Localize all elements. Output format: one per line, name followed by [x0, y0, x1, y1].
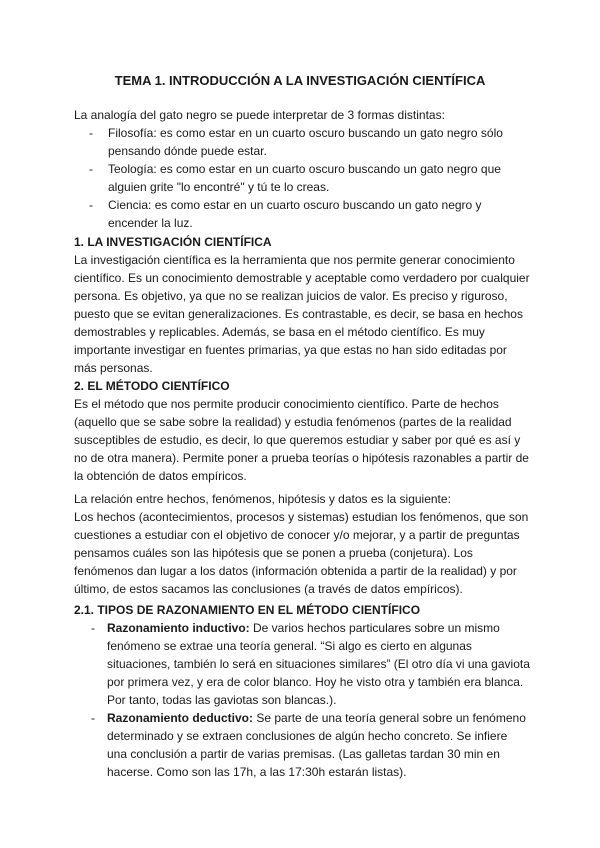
dash-bullet: - [91, 711, 95, 725]
list-item-text: Se parte de una teoría general sobre un fenómeno determinado y se extraen conclusiones de algún hecho concreto. Se infiere una conclusión a partir de varias premisas. (Las galletas tardan 30 min en hacerse. Como son las 17h, a las 17:30h estarán listas). [107, 711, 526, 779]
section-heading: 1. LA INVESTIGACIÓN CIENTÍFICA [74, 235, 272, 249]
term-inductivo: Razonamiento inductivo: [107, 621, 250, 635]
intro-list [74, 124, 530, 232]
dash-bullet: - [89, 126, 93, 140]
reasoning-list [74, 619, 530, 781]
list-item-text: Filosofía: es como estar en un cuarto oscuro buscando un gato negro sólo pensando dónde puede estar. [108, 126, 503, 158]
intro-block [74, 106, 530, 232]
document-title: TEMA 1. INTRODUCCIÓN A LA INVESTIGACIÓN CIENTÍFICA [114, 73, 486, 88]
section-heading: 2. EL MÉTODO CIENTÍFICO [74, 379, 230, 393]
list-item [74, 160, 530, 196]
list-item [74, 124, 530, 160]
relation-paragraph: Los hechos (acontecimientos, procesos y sistemas) estudian los fenómenos, que son cuestiones a estudiar con el objetivo de conocer y/o mejorar, y a partir de preguntas pensamos cuáles son las hipótesis que se ponen a prueba (conjetura). Los fenómenos dan lugar a los datos (información obtenida a partir de la realidad) y por último, de estos sacamos las conclusiones (a través de datos empíricos). [74, 510, 529, 596]
dash-bullet: - [89, 198, 93, 212]
list-item-text: Teología: es como estar en un cuarto oscuro buscando un gato negro que alguien grite "lo encontré" y tú te lo creas. [108, 162, 501, 194]
intro-lead: La analogía del gato negro se puede interpretar de 3 formas distintas: [74, 108, 445, 122]
dash-bullet: - [91, 621, 95, 635]
term-deductivo: Razonamiento deductivo: [107, 711, 254, 725]
section-1 [74, 233, 530, 377]
section-paragraph: Es el método que nos permite producir conocimiento científico. Parte de hechos (aquello que se sabe sobre la realidad) y estudia fenómenos (partes de la realidad susceptibles de estudio, es decir, lo que queremos estudiar y saber por qué es así y no de otra manera). Permite poner a prueba teorías o hipótesis razonables a partir de la obtención de datos empíricos. [74, 397, 529, 483]
list-item-text: De varios hechos particulares sobre un mismo fenómeno se extrae una teoría general. “Si algo es cierto en algunas situaciones, también lo será en situaciones similares” (El otro día vi una gaviota por primera vez, y era de color blanco. Hoy he visto otra y también era blanca. Por tanto, todas las gaviotas son blancas.). [107, 621, 530, 707]
list-item [74, 619, 530, 709]
section-2-1 [74, 601, 530, 781]
list-item-text: Ciencia: es como estar en un cuarto oscuro buscando un gato negro y encender la luz. [108, 198, 482, 230]
section-paragraph: La investigación científica es la herramienta que nos permite generar conocimiento científico. Es un conocimiento demostrable y aceptable como verdadero por cualquier persona. Es objetivo, ya que no se realizan juicios de valor. Es preciso y riguroso, puesto que se evitan generalizaciones. Es contrastable, es decir, se basa en hechos demostrables y replicables. Además, se basa en el método científico. Es muy importante investigar en fuentes primarias, ya que estas no han sido editadas por más personas. [74, 253, 530, 375]
dash-bullet: - [89, 162, 93, 176]
relation-block [74, 490, 530, 598]
list-item [74, 709, 530, 781]
section-heading: 2.1. TIPOS DE RAZONAMIENTO EN EL MÉTODO CIENTÍFICO [74, 603, 421, 617]
section-2 [74, 377, 530, 485]
relation-lead: La relación entre hechos, fenómenos, hipótesis y datos es la siguiente: [74, 492, 451, 506]
list-item [74, 196, 530, 232]
